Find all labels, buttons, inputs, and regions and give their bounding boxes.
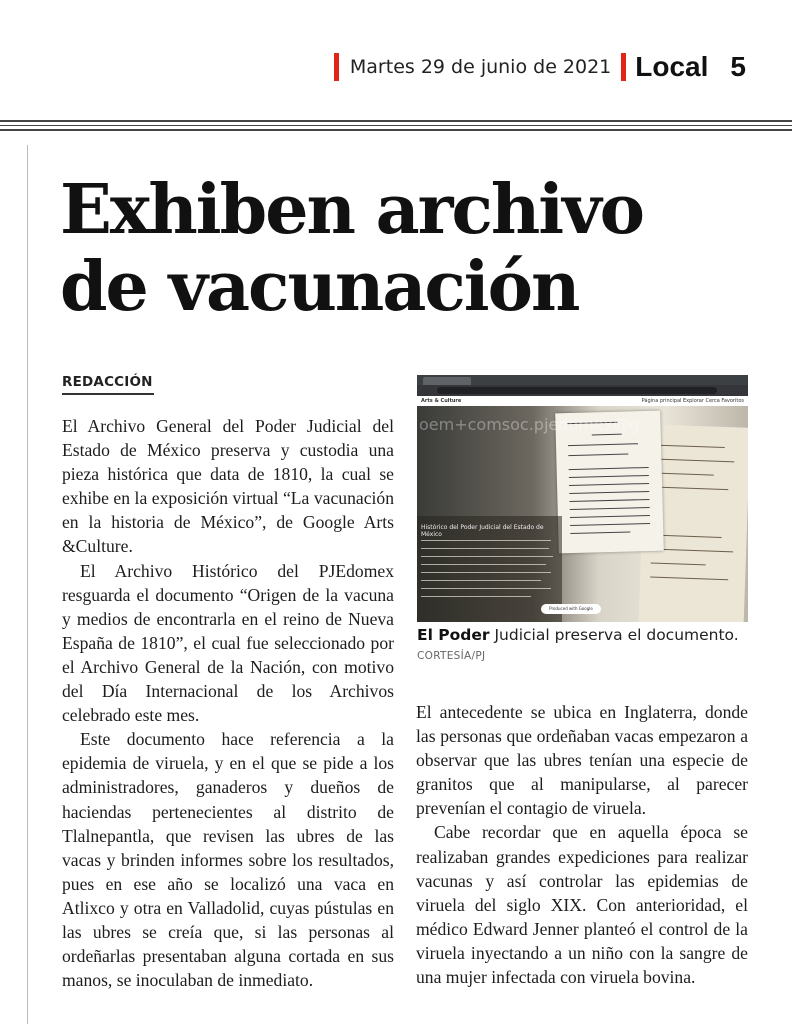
- site-brand: Arts & Culture: [421, 398, 462, 404]
- page-header: [334, 50, 746, 84]
- browser-tab: [423, 377, 471, 385]
- header-divider: [334, 53, 339, 81]
- photo-caption: [417, 626, 757, 644]
- header-divider: [621, 53, 626, 81]
- headline-line-1: Exhiben archivo: [60, 170, 643, 250]
- paragraph: El Archivo Histórico del PJEdomex resguarda el documento “Origen de la vacuna y medios de encontrarla en el reino de Nueva España de 1810”, el cual fue seleccionado por el Archivo General de la Nación, con motivo del Día Internacional de los Archivos celebrado este mes.: [62, 560, 394, 726]
- headline-line-2: de vacunación: [60, 246, 579, 327]
- paragraph: Cabe recordar que en aquella época se realizaban grandes expediciones para realizar vacunas y así controlar las epidemias de viruela del siglo XIX. Con anterioridad, el médico Edward Jenner planteó el control de la viruela inyectando a un niño con la sangre de una mujer infectada con viruela bovina.: [416, 822, 748, 988]
- paragraph: El Archivo General del Poder Judicial del Estado de México preserva y custodia una pieza histórica que data de 1810, la cual se exhibe en la exposición virtual “La vacunación en la historia de México”, de Google Arts &Culture.: [62, 416, 394, 557]
- document-scan: [417, 406, 748, 622]
- paragraph: Este documento hace referencia a la epidemia de viruela, y en el que se pide a los administradores, ganaderos y dueños de haciendas pertenecientes al distrito de Tlalnepantla, que revisen las ubres de las vacas y brinden informes sobre los resultados, pues en ese año se localizó una vaca en Atlixco y otra en Valladolid, cuyas pústulas en las ubres se creía que, si las personas al ordeñarlas presentaban alguna cortada en sus manos, se inoculaban de inmediato.: [62, 729, 394, 991]
- email-watermark: oem+comsoc.pjedomex@g: [419, 415, 639, 434]
- issue-date: Martes 29 de junio de 2021: [349, 56, 612, 78]
- exhibit-info-panel: [417, 516, 562, 622]
- site-nav-links: Página principal Explorar Cerca Favoritos: [641, 398, 744, 404]
- byline: REDACCIÓN: [62, 374, 153, 390]
- article-column-right: [416, 700, 748, 989]
- headline: [60, 172, 780, 326]
- address-field: [437, 387, 717, 394]
- margin-rule: [27, 145, 28, 1024]
- google-badge: Produced with Google: [541, 604, 601, 614]
- exhibit-title: Histórico del Poder Judicial del Estado de México: [421, 524, 544, 538]
- site-nav-bar: [417, 396, 748, 406]
- article-column-left: [62, 414, 394, 992]
- article-photo: [417, 375, 748, 622]
- paragraph: El antecedente se ubica en Inglaterra, donde las personas que ordeñaban vacas empezaron a observar que las ubres tenían una especie de granitos que al manipularse, al parecer prevenían el contagio de viruela.: [416, 702, 748, 819]
- photo-credit: CORTESÍA/PJ: [417, 650, 486, 662]
- page-number: 5: [730, 51, 746, 82]
- caption-text: Judicial preserva el documento.: [489, 626, 739, 644]
- section-name: Local: [635, 51, 709, 82]
- caption-lead: El Poder: [417, 626, 490, 644]
- byline-underline: [62, 393, 154, 395]
- browser-address-bar: [417, 385, 748, 396]
- header-rules: [0, 120, 792, 134]
- browser-tabs: [417, 375, 748, 385]
